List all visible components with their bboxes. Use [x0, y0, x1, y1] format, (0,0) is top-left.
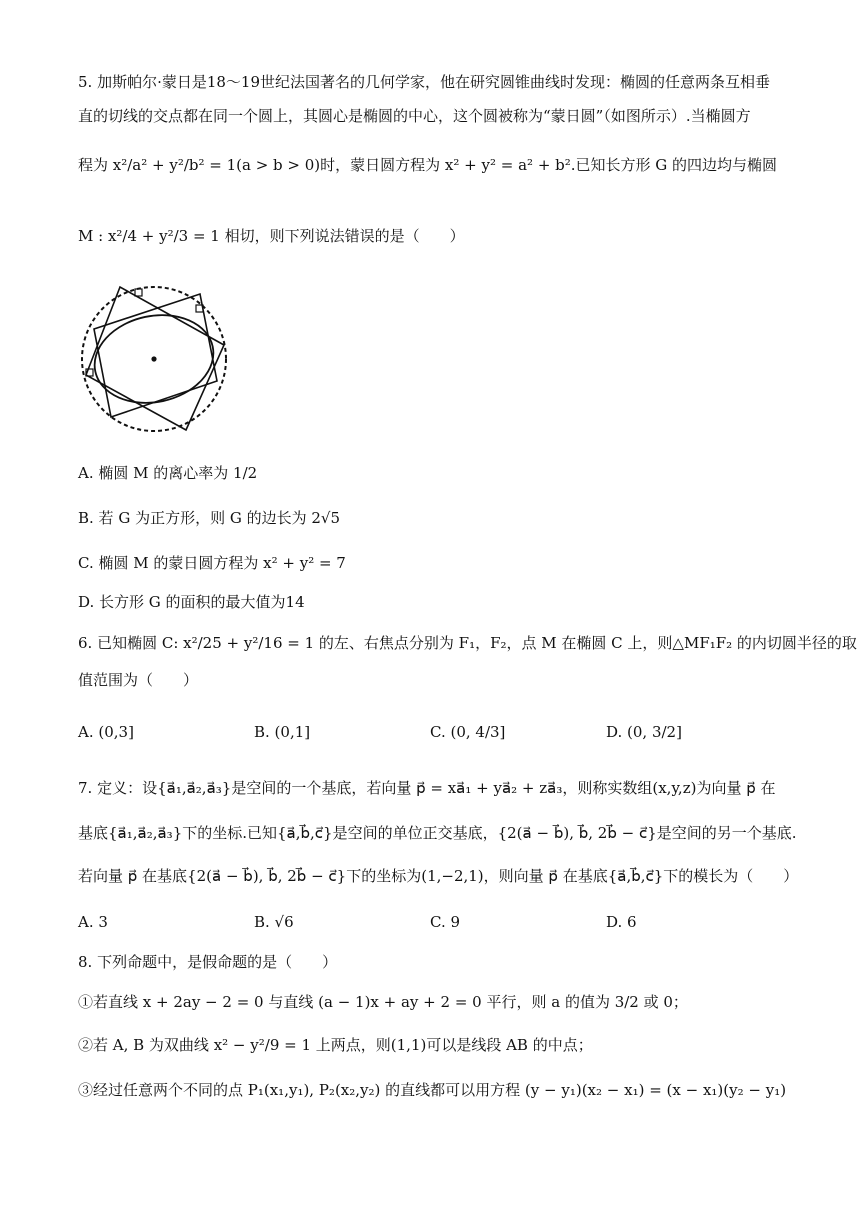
q5-option-d: D. 长方形 G 的面积的最大值为14 [78, 593, 305, 611]
right-angle-mark-top [135, 289, 142, 296]
monge-circle-figure [80, 283, 232, 435]
q5-line4: M : x²/4 + y²/3 = 1 相切，则下列说法错误的是（ ） [78, 227, 465, 245]
q8-item3: ③经过任意两个不同的点 P₁(x₁,y₁), P₂(x₂,y₂) 的直线都可以用方程 (y − y₁)(x₂ − x₁) = (x − x₁)(y₂ − y₁) [78, 1081, 787, 1099]
q6-option-c: C. (0, 4/3] [430, 723, 506, 741]
q6-line1: 6. 已知椭圆 C: x²/25 + y²/16 = 1 的左、右焦点分别为 F₁，F₂，点 M 在椭圆 C 上，则△MF₁F₂ 的内切圆半径的取 [78, 634, 857, 652]
q5-option-b: B. 若 G 为正方形，则 G 的边长为 2√5 [78, 509, 341, 527]
q7-option-c: C. 9 [430, 913, 461, 931]
q8-line1: 8. 下列命题中，是假命题的是（ ） [78, 953, 338, 971]
q6-line2: 值范围为（ ） [78, 671, 199, 689]
q6-option-d: D. (0, 3/2] [606, 723, 682, 741]
q5-line1: 5. 加斯帕尔·蒙日是18～19世纪法国著名的几何学家，他在研究圆锥曲线时发现：椭圆的任意两条互相垂 [78, 73, 771, 91]
q7-option-a: A. 3 [78, 913, 108, 931]
q8-item2: ②若 A, B 为双曲线 x² − y²/9 = 1 上两点，则(1,1)可以是线段 AB 的中点； [78, 1036, 593, 1054]
q6-option-a: A. (0,3] [78, 723, 134, 741]
q7-line2: 基底{a⃗₁,a⃗₂,a⃗₃}下的坐标.已知{a⃗,b⃗,c⃗}是空间的单位正交基底，{2(a⃗ − b⃗), b⃗, 2b⃗ − c⃗}是空间的另一个基底. [78, 824, 797, 842]
q5-option-a: A. 椭圆 M 的离心率为 1/2 [78, 464, 258, 482]
center-point [151, 356, 156, 361]
q7-line3: 若向量 p⃗ 在基底{2(a⃗ − b⃗), b⃗, 2b⃗ − c⃗}下的坐标为(1,−2,1)，则向量 p⃗ 在基底{a⃗,b⃗,c⃗}下的模长为（ ） [78, 867, 799, 885]
q5-option-c: C. 椭圆 M 的蒙日圆方程为 x² + y² = 7 [78, 554, 346, 572]
q7-option-b: B. √6 [254, 913, 294, 931]
q7-option-d: D. 6 [606, 913, 637, 931]
q6-option-b: B. (0,1] [254, 723, 311, 741]
q8-item1: ①若直线 x + 2ay − 2 = 0 与直线 (a − 1)x + ay + 2 = 0 平行，则 a 的值为 3/2 或 0； [78, 993, 688, 1011]
q7-line1: 7. 定义：设{a⃗₁,a⃗₂,a⃗₃}是空间的一个基底，若向量 p⃗ = xa⃗₁ + ya⃗₂ + za⃗₃，则称实数组(x,y,z)为向量 p⃗ 在 [78, 779, 776, 797]
q5-line3: 程为 x²/a² + y²/b² = 1(a > b > 0)时，蒙日圆方程为 x² + y² = a² + b².已知长方形 G 的四边均与椭圆 [78, 156, 778, 174]
q5-line2: 直的切线的交点都在同一个圆上，其圆心是椭圆的中心，这个圆被称为“蒙日圆”（如图所示）.当椭圆方 [78, 107, 751, 125]
